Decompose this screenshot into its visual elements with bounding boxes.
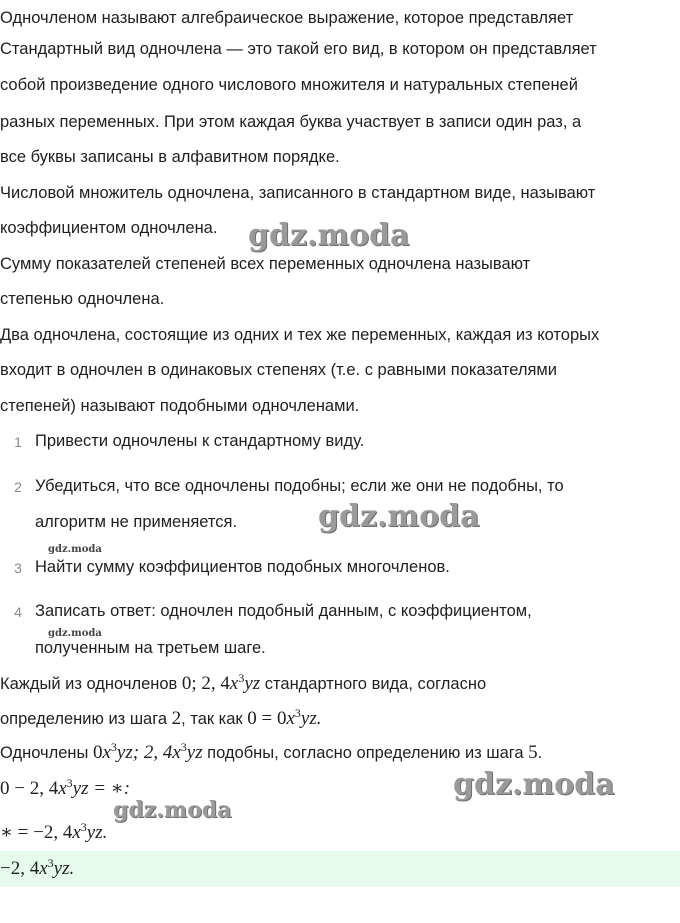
paragraph-line-7: коэффициентом одночлена.: [0, 219, 218, 237]
paragraph-line-9: степенью одночлена.: [0, 290, 165, 308]
equation-line-1: 0 − 2, $4x^3yz$ = ∗:: [0, 776, 131, 799]
step-number: 3: [14, 560, 22, 576]
paragraph-line-3: собой произведение одного числового множителя и натуральных степеней: [0, 76, 578, 94]
step-text: полученным на третьем шаге.: [35, 639, 266, 657]
watermark: gdz.moda: [318, 499, 480, 534]
paragraph-line-5: все буквы записаны в алфавитном порядке.: [0, 148, 340, 166]
solution-text: Одночлены: [0, 744, 93, 762]
solution-line-3: [0, 741, 542, 765]
solution-text: , так как: [181, 710, 248, 728]
step-text: Убедиться, что все одночлены подобны; если же они не подобны, то: [35, 477, 564, 495]
math-expression: 0; 2, $4x^3yz$: [181, 671, 261, 694]
math-expression: $0 = 0x^3yz$.: [247, 706, 322, 729]
watermark: gdz.moda: [48, 544, 102, 555]
step-text: Записать ответ: одночлен подобный данным, с коэффициентом,: [35, 602, 532, 620]
paragraph-line-1: Одночленом называют алгебраическое выражение, которое представляет: [0, 9, 574, 27]
watermark: gdz.moda: [453, 767, 615, 802]
paragraph-line-11: входит в одночлен в одинаковых степенях (т.е. с равными показателями: [0, 361, 557, 379]
solution-text: стандартного вида, согласно: [260, 675, 487, 693]
watermark: gdz.moda: [113, 797, 232, 823]
step-text: Найти сумму коэффициентов подобных многочленов.: [35, 558, 450, 576]
solution-text: .: [537, 744, 543, 762]
solution-text: Каждый из одночленов: [0, 675, 182, 693]
equation-line-2: ∗ = −2, $4x^3yz$.: [0, 820, 108, 843]
paragraph-line-12: степеней) называют подобными одночленами.: [0, 397, 360, 415]
paragraph-line-2: Стандартный вид одночлена — это такой его вид, в котором он представляет: [0, 40, 597, 58]
step-text: алгоритм не применяется.: [35, 513, 238, 531]
solution-line-2: [0, 707, 321, 731]
answer-expression: −2, $4x^3yz$.: [0, 856, 75, 879]
answer-box: [0, 851, 680, 887]
paragraph-line-4: разных переменных. При этом каждая буква участвует в записи один раз, а: [0, 113, 582, 131]
watermark: gdz.moda: [248, 218, 410, 253]
step-number: 2: [14, 479, 22, 495]
solution-line-1: [0, 672, 486, 696]
step-text: Привести одночлены к стандартному виду.: [35, 432, 365, 450]
math-expression: $0x^3yz$; 2, $4x^3yz$: [92, 740, 203, 763]
watermark: gdz.moda: [48, 628, 102, 639]
paragraph-line-6: Числовой множитель одночлена, записанного в стандартном виде, называют: [0, 184, 596, 202]
paragraph-line-10: Два одночлена, состоящие из одних и тех же переменных, каждая из которых: [0, 326, 600, 344]
step-number: 4: [14, 604, 22, 620]
paragraph-line-8: Сумму показателей степеней всех переменных одночлена называют: [0, 255, 531, 273]
math-expression: 2: [171, 708, 182, 729]
step-number: 1: [14, 434, 22, 450]
math-expression: 5: [528, 742, 538, 763]
solution-text: подобны, согласно определению из шага: [202, 744, 529, 762]
solution-text: определению из шага: [0, 710, 172, 728]
